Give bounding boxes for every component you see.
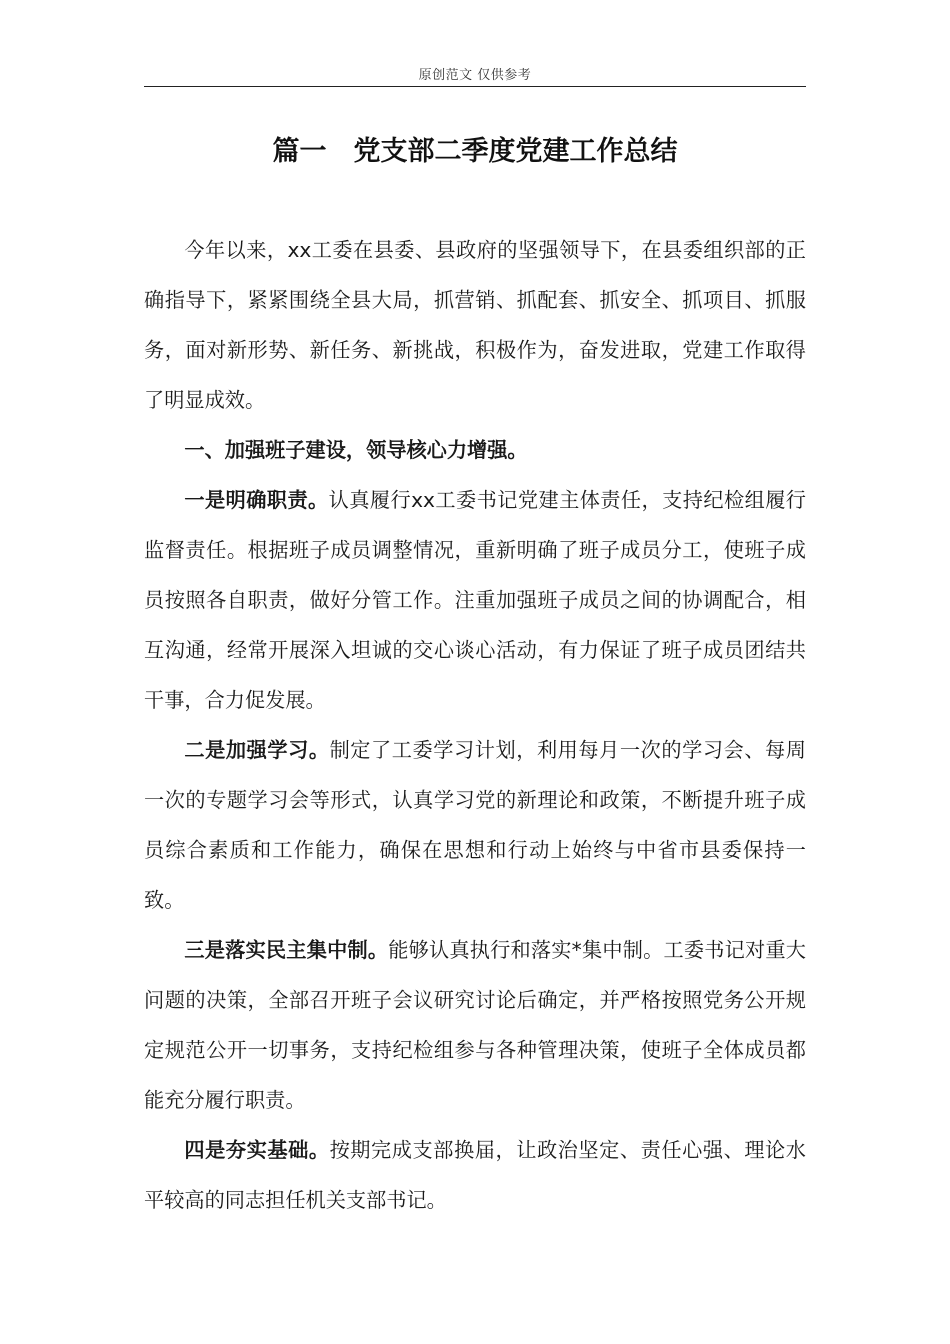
body-paragraph-foundation <box>144 1125 806 1225</box>
document-body <box>144 225 806 1225</box>
paragraph-text: 能够认真执行和落实*集中制。工委书记对重大问题的决策，全部召开班子会议研究讨论后确定，并严格按照党务公开规定规范公开一切事务，支持纪检组参与各种管理决策，使班子全体成员都能充分履行职责。 <box>144 938 806 1112</box>
paragraph-lead: 三是落实民主集中制。 <box>184 938 389 962</box>
document-title: 篇一 党支部二季度党建工作总结 <box>272 136 678 167</box>
paragraph-lead: 一是明确职责。 <box>184 488 329 512</box>
paragraph-text: 按期完成支部换届，让政治坚定、责任心强、理论水平较高的同志担任机关支部书记。 <box>144 1138 806 1212</box>
body-paragraph-duties <box>144 475 806 725</box>
paragraph-lead: 四是夯实基础。 <box>184 1138 330 1162</box>
intro-paragraph <box>144 225 806 425</box>
page-header: 原创范文 仅供参考 <box>418 68 532 83</box>
section-heading <box>144 425 806 475</box>
paragraph-text: 制定了工委学习计划，利用每月一次的学习会、每周一次的专题学习会等形式，认真学习党的新理论和政策，不断提升班子成员综合素质和工作能力，确保在思想和行动上始终与中省市县委保持一致。 <box>144 738 806 912</box>
section-heading-text: 一、加强班子建设，领导核心力增强。 <box>184 438 528 462</box>
header-divider <box>144 86 806 87</box>
body-paragraph-democratic-centralism <box>144 925 806 1125</box>
paragraph-lead: 二是加强学习。 <box>184 738 330 762</box>
paragraph-text: 认真履行xx工委书记党建主体责任，支持纪检组履行监督责任。根据班子成员调整情况，重新明确了班子成员分工，使班子成员按照各自职责，做好分管工作。注重加强班子成员之间的协调配合，相互沟通，经常开展深入坦诚的交心谈心活动，有力保证了班子成员团结共干事，合力促发展。 <box>144 488 806 712</box>
body-paragraph-study <box>144 725 806 925</box>
paragraph-text: 今年以来，xx工委在县委、县政府的坚强领导下，在县委组织部的正确指导下，紧紧围绕全县大局，抓营销、抓配套、抓安全、抓项目、抓服务，面对新形势、新任务、新挑战，积极作为，奋发进取，党建工作取得了明显成效。 <box>144 238 806 412</box>
